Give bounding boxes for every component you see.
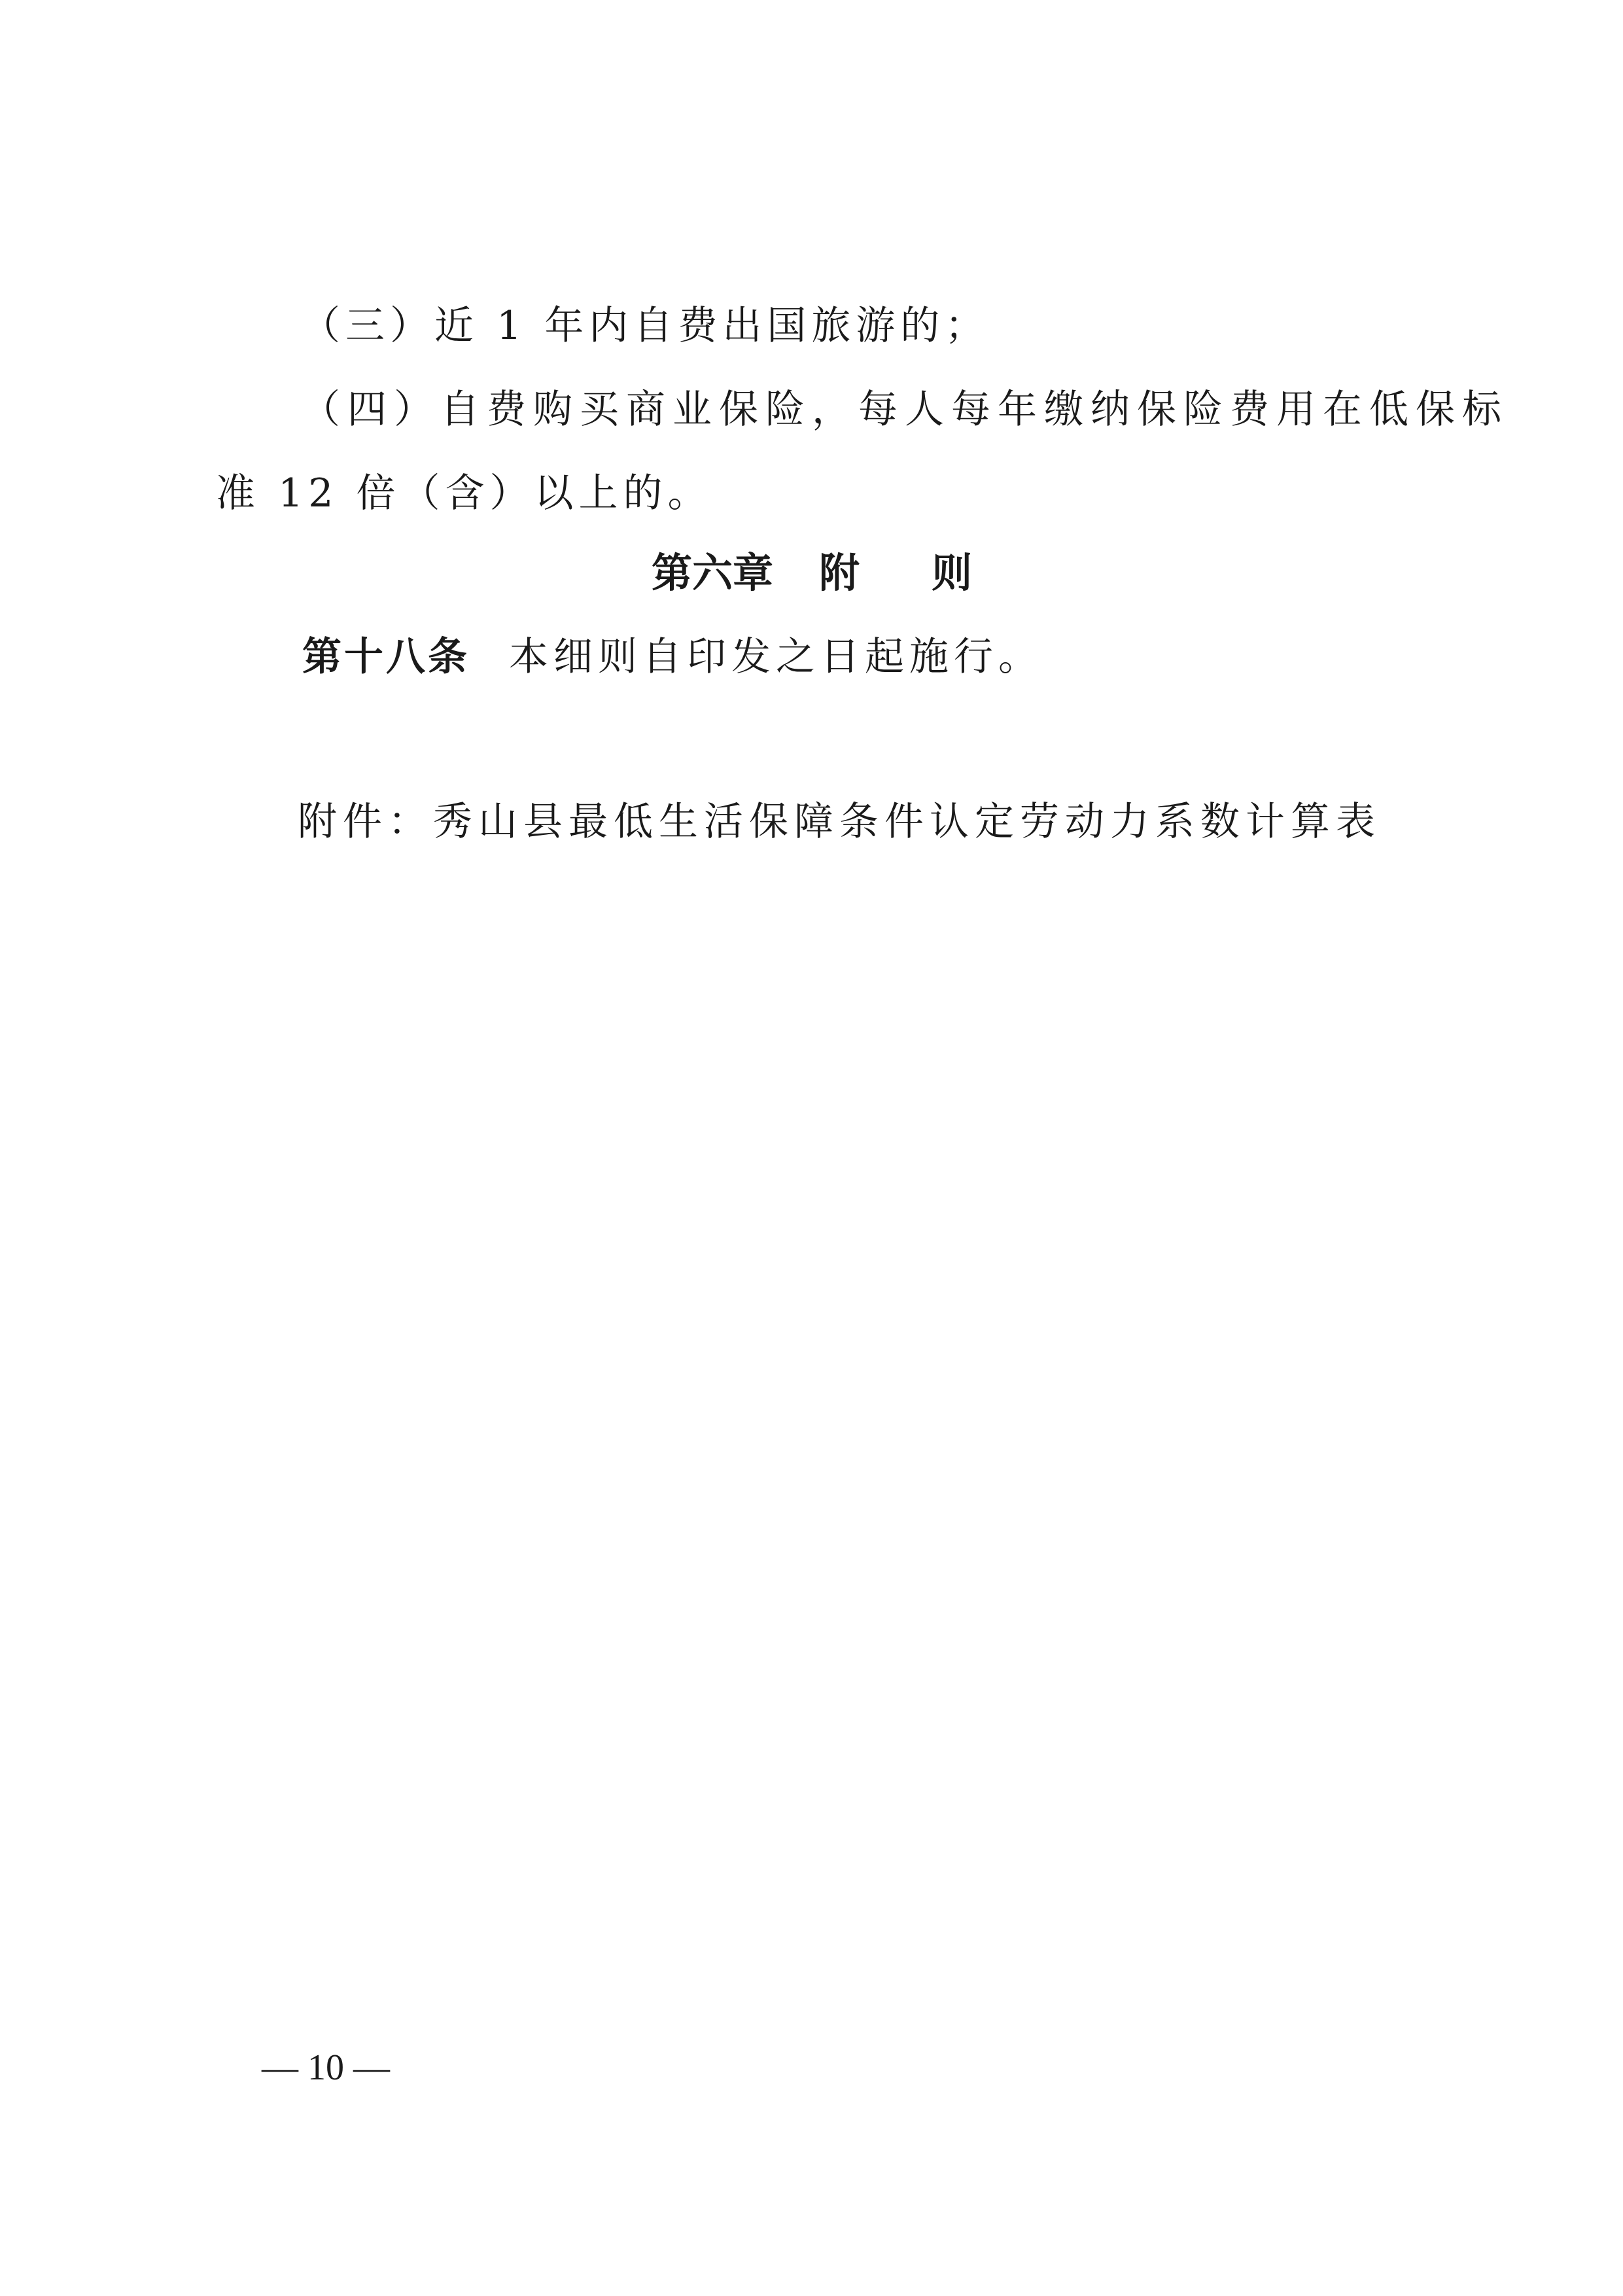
chapter-heading: [652, 547, 972, 599]
article-18: [302, 631, 1043, 683]
paragraph-item-4-line-1: （四）自费购买商业保险，每人每年缴纳保险费用在低保标: [301, 387, 1509, 433]
chapter-number: 第六章: [652, 549, 774, 597]
paragraph-item-4-line-2: 准 12 倍（含）以上的。: [216, 470, 712, 516]
chapter-title-part-2: 则: [932, 549, 973, 597]
article-label: 第十八条: [302, 634, 470, 680]
article-text: 本细则自印发之日起施行。: [509, 634, 1043, 680]
paragraph-item-3: （三）近 1 年内自费出国旅游的；: [301, 303, 990, 349]
page-number: — 10 —: [262, 2047, 390, 2088]
attachment-note: 附件：秀山县最低生活保障条件认定劳动力系数计算表: [298, 799, 1381, 845]
chapter-title-part-1: 附: [819, 549, 860, 597]
